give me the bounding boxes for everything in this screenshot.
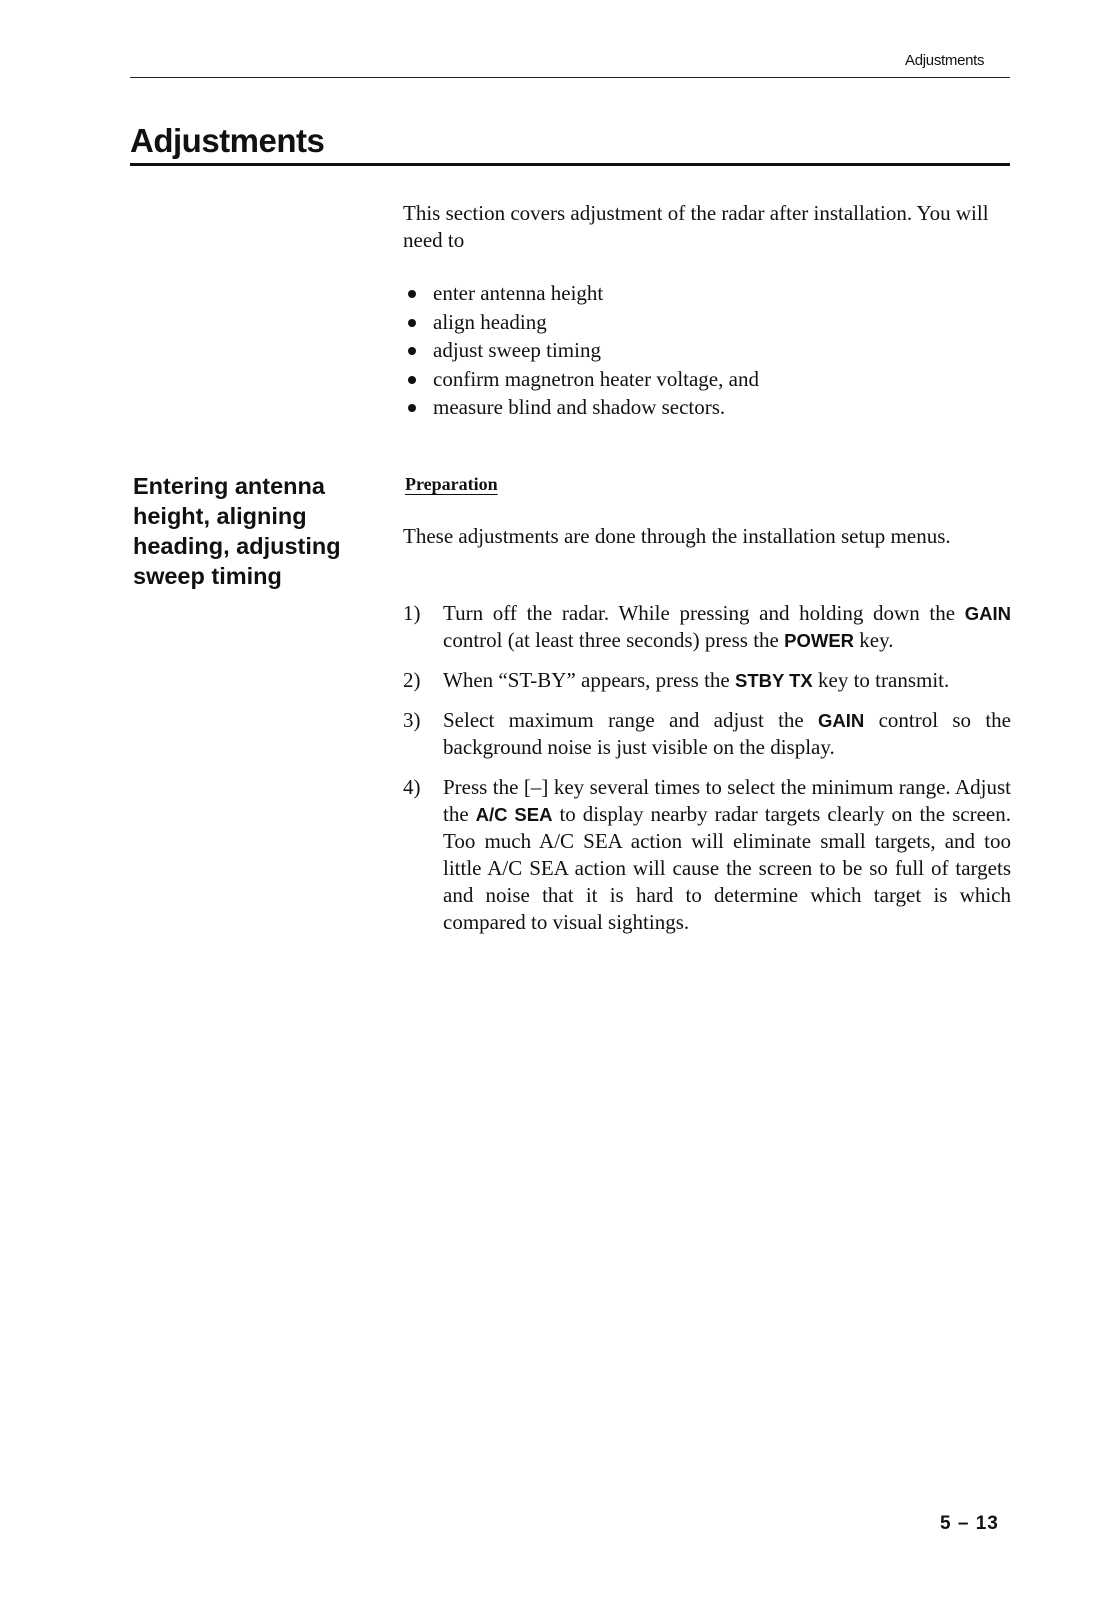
subheading-preparation: Preparation	[405, 474, 498, 494]
list-item: enter antenna height	[403, 279, 759, 308]
bullet-icon	[408, 376, 416, 384]
bullet-icon	[408, 319, 416, 327]
bullet-icon	[408, 404, 416, 412]
step-item: 3) Select maximum range and adjust the GAIN control so the background noise is just visible on the display.	[403, 708, 1012, 759]
intro-paragraph: This section covers adjustment of the radar after installation. You will need to	[403, 201, 989, 252]
page-title: Adjustments	[130, 122, 325, 159]
bullet-icon	[408, 347, 416, 355]
key-label: STBY TX	[734, 670, 813, 691]
step-number: 1)	[403, 601, 421, 625]
step-number: 2)	[403, 668, 421, 692]
bullet-icon	[408, 290, 416, 298]
list-item: confirm magnetron heater voltage, and	[403, 365, 759, 394]
step-item: 2) When “ST-BY” appears, press the STBY TX key to transmit.	[403, 668, 950, 692]
list-item: measure blind and shadow sectors.	[403, 393, 759, 422]
key-label: POWER	[784, 630, 855, 651]
title-rule	[130, 163, 1010, 166]
list-item: align heading	[403, 308, 759, 337]
step-number: 3)	[403, 708, 421, 732]
preparation-paragraph: These adjustments are done through the installation setup menus.	[403, 524, 951, 548]
page-number: 5 – 13	[940, 1513, 999, 1534]
steps-list	[403, 600, 1011, 949]
step-item: 1) Turn off the radar. While pressing and holding down the GAIN control (at least three seconds) press the POWER key.	[403, 601, 1011, 652]
running-header: Adjustments	[905, 52, 985, 69]
bullet-list	[403, 279, 759, 422]
key-label: GAIN	[964, 603, 1011, 624]
list-item: adjust sweep timing	[403, 336, 759, 365]
step-item: 4) Press the [–] key several times to select the minimum range. Adjust the A/C SEA to display nearby radar targets clearly on the screen. Too much A/C SEA action will eliminate small targets, and too little A/C SEA action will cause the screen to be so full of targets and noise that it is hard to determine which target is which compared to visual sightings.	[403, 775, 1012, 934]
key-label: GAIN	[818, 710, 865, 731]
section-heading: Entering antenna height, aligning heading, adjusting sweep timing	[133, 473, 341, 589]
key-label: A/C SEA	[475, 804, 553, 825]
header-rule	[130, 77, 1010, 78]
step-number: 4)	[403, 775, 421, 799]
